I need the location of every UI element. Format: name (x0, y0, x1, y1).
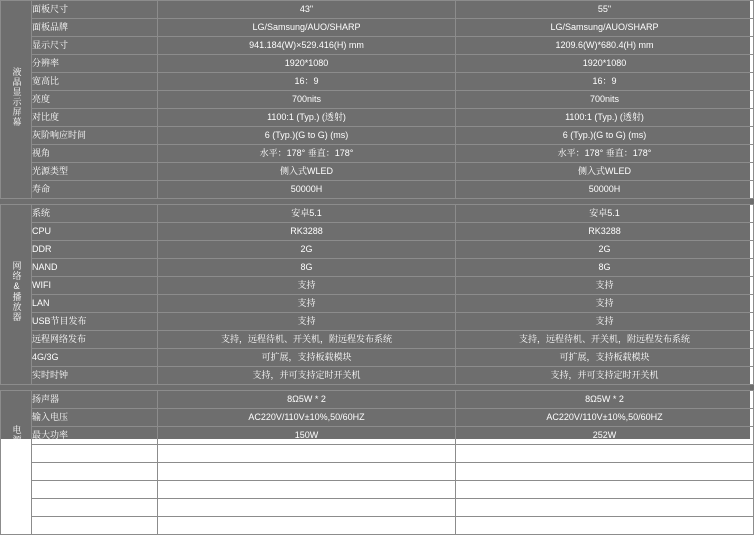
row-value-col2: 支持 (456, 277, 754, 295)
row-label: WIFI (32, 277, 158, 295)
row-value-col1: 150W (158, 427, 456, 445)
row-value-col2: 户内 (456, 445, 754, 463)
row-value-col1: TBD (158, 517, 456, 535)
table-row (1, 391, 754, 409)
row-value-col1: 43" (158, 1, 456, 19)
table-row (1, 277, 754, 295)
row-value-col2: 安卓5.1 (456, 205, 754, 223)
row-value-col1: 8Ω5W * 2 (158, 391, 456, 409)
row-value-col1: 支持 (158, 313, 456, 331)
table-row (1, 145, 754, 163)
spec-table-body (1, 1, 754, 535)
row-value-col2: 支持 (456, 295, 754, 313)
row-label: 亮度 (32, 91, 158, 109)
row-value-col1: ≤2000m (158, 499, 456, 517)
row-value-col2: 252W (456, 427, 754, 445)
group-label-display: 液晶显示屏幕 (11, 66, 22, 127)
row-label: 系统 (32, 205, 158, 223)
row-value-col1: 支持，远程待机、开关机，附远程发布系统 (158, 331, 456, 349)
row-label: 宽高比 (32, 73, 158, 91)
row-label: 光源类型 (32, 163, 158, 181)
row-value-col1: 户内 (158, 445, 456, 463)
row-label: 对比度 (32, 109, 158, 127)
table-row (1, 223, 754, 241)
row-label: NAND (32, 259, 158, 277)
row-value-col1: 8G (158, 259, 456, 277)
row-label: 显示尺寸 (32, 37, 158, 55)
row-value-col1: 16：9 (158, 73, 456, 91)
row-value-col2: 1920*1080 (456, 55, 754, 73)
row-value-col1: 侧入式WLED (158, 163, 456, 181)
row-value-col2: 支持 (456, 313, 754, 331)
row-label: LAN (32, 295, 158, 313)
table-row (1, 427, 754, 445)
row-value-col2: 10% ～ 80% (456, 481, 754, 499)
row-value-col2: 水平：178° 垂直：178° (456, 145, 754, 163)
row-value-col1: 941.184(W)×529.416(H) mm (158, 37, 456, 55)
row-value-col1: RK3288 (158, 223, 456, 241)
row-value-col1: 1100:1 (Typ.) (透射) (158, 109, 456, 127)
row-value-col2: 侧入式WLED (456, 163, 754, 181)
table-row (1, 367, 754, 385)
row-label: USB节目发布 (32, 313, 158, 331)
table-row (1, 37, 754, 55)
row-value-col2: 6 (Typ.)(G to G) (ms) (456, 127, 754, 145)
row-value-col1: 10% ～ 80% (158, 481, 456, 499)
table-row (1, 313, 754, 331)
row-value-col1: AC220V/110V±10%,50/60HZ (158, 409, 456, 427)
row-value-col2: 1100:1 (Typ.) (透射) (456, 109, 754, 127)
row-label: CPU (32, 223, 158, 241)
row-label: 扬声器 (32, 391, 158, 409)
row-value-col2: ≤2000m (456, 499, 754, 517)
row-label: 海拔高度 (32, 499, 158, 517)
row-value-col2: 支持，并可支持定时开关机 (456, 367, 754, 385)
table-row (1, 241, 754, 259)
row-label: 最大功率 (32, 427, 158, 445)
row-value-col1: 支持 (158, 295, 456, 313)
group-label-cell-display (1, 1, 32, 199)
row-value-col1: 50000H (158, 181, 456, 199)
row-label: 寿命 (32, 181, 158, 199)
row-label: 分辨率 (32, 55, 158, 73)
table-row (1, 19, 754, 37)
table-row (1, 55, 754, 73)
row-value-col1: 1920*1080 (158, 55, 456, 73)
row-value-col2: 1209.6(W)*680.4(H) mm (456, 37, 754, 55)
table-row (1, 445, 754, 463)
row-label: 环境温度 (32, 463, 158, 481)
group-label-cell-network (1, 205, 32, 385)
row-value-col2: 2G (456, 241, 754, 259)
row-value-col2: 55" (456, 1, 754, 19)
row-value-col2: 可扩展，支持板载模块 (456, 349, 754, 367)
table-row (1, 127, 754, 145)
table-row (1, 91, 754, 109)
table-row (1, 205, 754, 223)
table-row (1, 517, 754, 535)
row-label: 输入电压 (32, 409, 158, 427)
row-value-col1: 水平：178° 垂直：178° (158, 145, 456, 163)
row-value-col1: 6 (Typ.)(G to G) (ms) (158, 127, 456, 145)
row-label: 环境湿度 (32, 481, 158, 499)
row-label: 灰阶响应时间 (32, 127, 158, 145)
group-label-network: 网络&播放器 (11, 261, 22, 322)
row-value-col2: 50000H (456, 181, 754, 199)
row-value-col1: 700nits (158, 91, 456, 109)
row-value-col1: 安卓5.1 (158, 205, 456, 223)
row-value-col1: 可扩展，支持板载模块 (158, 349, 456, 367)
row-value-col1: 支持 (158, 277, 456, 295)
row-label: 4G/3G (32, 349, 158, 367)
row-label: 使用环境 (32, 445, 158, 463)
table-row (1, 499, 754, 517)
row-value-col1: 支持，并可支持定时开关机 (158, 367, 456, 385)
row-value-col1: LG/Samsung/AUO/SHARP (158, 19, 456, 37)
row-label: 远程网络发布 (32, 331, 158, 349)
row-label: 面板品牌 (32, 19, 158, 37)
row-label: 面板尺寸 (32, 1, 158, 19)
row-value-col2: 0°C ～ +40°C (456, 463, 754, 481)
table-row (1, 481, 754, 499)
row-value-col2: 8G (456, 259, 754, 277)
row-value-col2: 8Ω5W * 2 (456, 391, 754, 409)
row-label: 实时时钟 (32, 367, 158, 385)
row-value-col2: 支持，远程待机、开关机，附远程发布系统 (456, 331, 754, 349)
table-row (1, 463, 754, 481)
row-value-col2: LG/Samsung/AUO/SHARP (456, 19, 754, 37)
group-label-power: 电源和使用环境 (11, 424, 22, 495)
row-value-col2: TBD (456, 517, 754, 535)
table-row (1, 349, 754, 367)
row-value-col2: 16：9 (456, 73, 754, 91)
row-label: 重量 (32, 517, 158, 535)
row-label: DDR (32, 241, 158, 259)
table-row (1, 163, 754, 181)
row-value-col2: 700nits (456, 91, 754, 109)
row-value-col1: 0°C ～ +40°C (158, 463, 456, 481)
table-row (1, 259, 754, 277)
table-row (1, 409, 754, 427)
table-row (1, 109, 754, 127)
group-label-cell-power (1, 391, 32, 535)
row-value-col2: AC220V/110V±10%,50/60HZ (456, 409, 754, 427)
table-row (1, 73, 754, 91)
table-row (1, 1, 754, 19)
table-row (1, 331, 754, 349)
row-label: 视角 (32, 145, 158, 163)
table-row (1, 181, 754, 199)
row-value-col2: RK3288 (456, 223, 754, 241)
table-row (1, 295, 754, 313)
row-value-col1: 2G (158, 241, 456, 259)
